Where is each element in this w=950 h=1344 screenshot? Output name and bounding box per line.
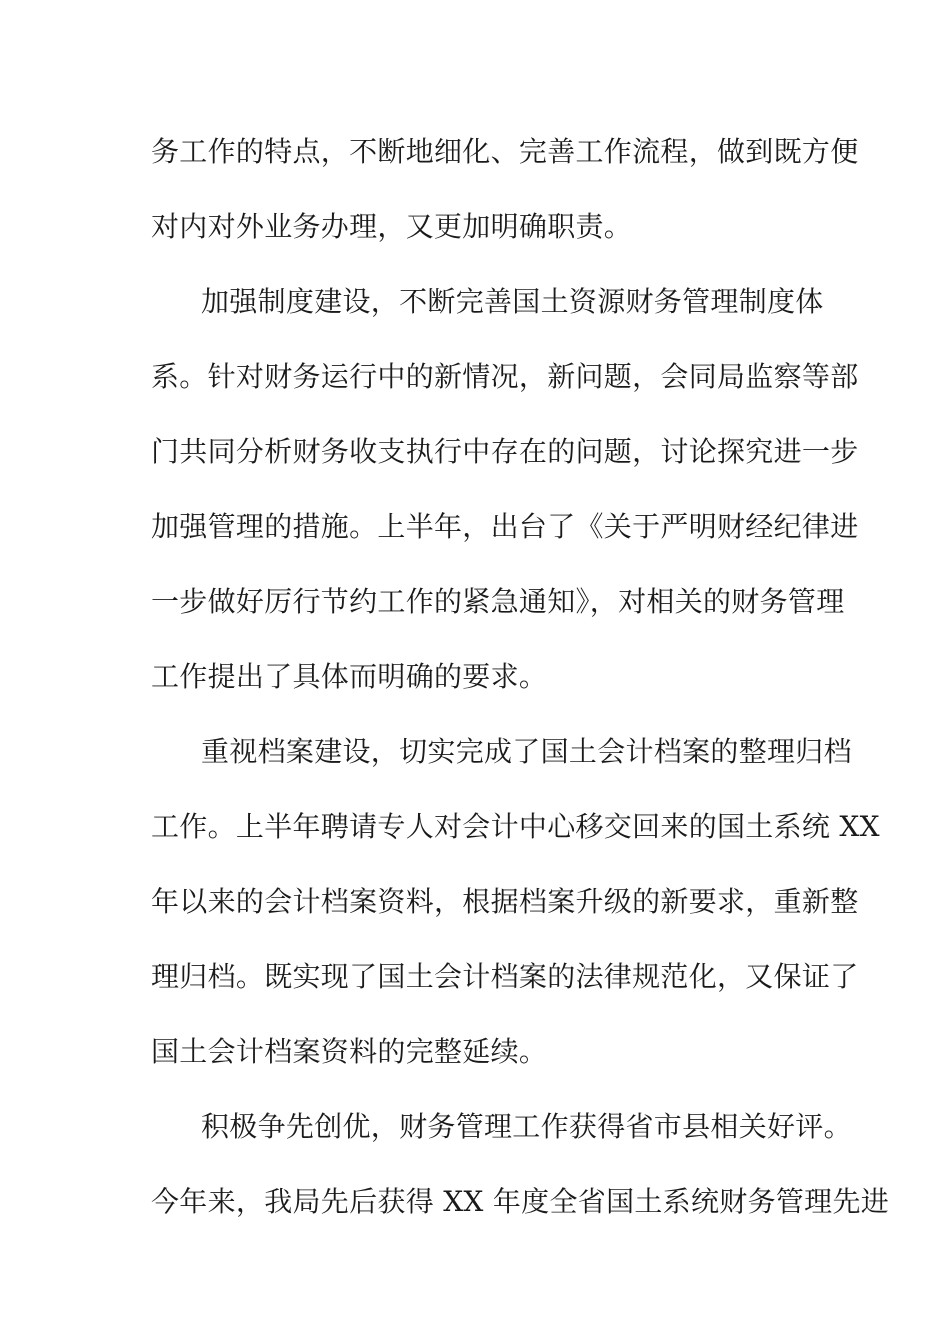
text-line: 系。针对财务运行中的新情况，新问题，会同局监察等部 [151,360,859,393]
text-line: 今年来，我局先后获得 XX 年度全省国土系统财务管理先进 [151,1185,890,1218]
paragraph-first-line: 加强制度建设，不断完善国土资源财务管理制度体 [201,285,824,318]
text-line: 门共同分析财务收支执行中存在的问题，讨论探究进一步 [151,435,859,468]
text-line: 一步做好厉行节约工作的紧急通知》，对相关的财务管理 [151,585,845,618]
text-line: 理归档。既实现了国土会计档案的法律规范化，又保证了 [151,960,859,993]
text-line: 工作。上半年聘请专人对会计中心移交回来的国土系统 XX [151,810,880,843]
text-line: 年以来的会计档案资料，根据档案升级的新要求，重新整 [151,885,859,918]
text-line: 对内对外业务办理，又更加明确职责。 [151,210,633,243]
text-line: 工作提出了具体而明确的要求。 [151,660,548,693]
text-line: 国土会计档案资料的完整延续。 [151,1035,548,1068]
body-text [151,124,890,1249]
text-line: 加强管理的措施。上半年，出台了《关于严明财经纪律进 [151,510,859,543]
text-line: 务工作的特点，不断地细化、完善工作流程，做到既方便 [151,135,859,168]
paragraph-first-line: 重视档案建设，切实完成了国土会计档案的整理归档 [201,735,852,768]
paragraph-first-line: 积极争先创优，财务管理工作获得省市县相关好评。 [201,1110,852,1143]
